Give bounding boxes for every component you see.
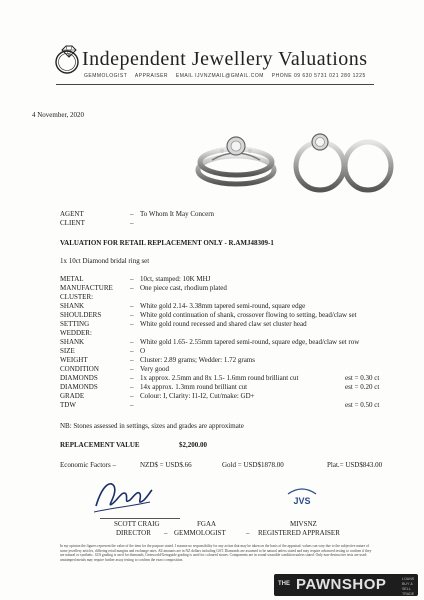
jvs-logo-icon [284,484,320,508]
detail-value: White gold 2.14- 3.38mm tapered semi-round, square edge [140,302,306,310]
economic-factors-label: Economic Factors – [60,461,116,469]
dash: – [130,320,134,328]
header-divider [56,84,374,85]
dash: – [130,347,134,355]
replacement-value-label: REPLACEMENT VALUE [60,441,140,449]
role-appraiser: APPRAISER [134,73,169,79]
detail-label: SHANK [60,302,85,310]
dash: – [130,401,134,409]
detail-label: WEDDER: [60,329,92,337]
detail-label: MANUFACTURE [60,284,113,292]
diamond-ring-logo-icon [52,44,84,76]
detail-value: White gold continuation of shank, crossover flowing to setting, bead/claw set [140,311,357,319]
role-gemmologist: GEMMOLOGIST [84,73,128,79]
dash: – [164,529,168,537]
valuation-title: VALUATION FOR RETAIL REPLACEMENT ONLY - R.AMJ48309-1 [60,239,274,247]
signatory-mivsnz: MIVSNZ [290,520,317,528]
dash: – [130,356,134,364]
detail-label: DIAMONDS [60,374,98,382]
detail-value: White gold round recessed and shared claw set cluster head [140,320,307,328]
platinum-price: Plat.= USD$843.00 [327,461,383,469]
dash: – [130,374,134,382]
document-date: 4 November, 2020 [32,111,85,119]
detail-label: SHOULDERS [60,311,102,319]
signature-line [100,518,180,519]
dash: – [130,383,134,391]
signatory-appraiser: REGISTERED APPRAISER [258,529,340,537]
signatory-role: DIRECTOR [116,529,151,537]
detail-value: White gold 1.65- 2.55mm tapered semi-round, square edge, bead/claw set row [140,338,360,346]
dash: – [130,392,134,400]
carat-estimate: est = 0.20 ct [345,383,380,391]
watermark-side-line: BUY & SELL [402,582,413,591]
ring-set-photo [192,120,400,200]
gold-price: Gold = USD$1878.00 [222,461,284,469]
detail-label: SIZE [60,347,75,355]
dash: – [130,365,134,373]
watermark-side-line: TRADE [402,592,415,596]
exchange-rate: NZD$ = USD$.66 [140,461,192,469]
detail-value: Cluster: 2.89 grams; Wedder: 1.72 grams [140,356,255,364]
detail-value: Colour: I, Clarity: I1-I2, Cut/make: GD+ [140,392,255,400]
detail-label: SHANK [60,338,85,346]
detail-value: Very good [140,365,169,373]
carat-estimate: est = 0.30 ct [345,374,380,382]
watermark-the: THE [278,581,290,587]
client-label: CLIENT [60,219,85,227]
detail-label: SETTING [60,320,90,328]
dash: – [246,529,250,537]
agent-value: To Whom It May Concern [140,210,215,218]
firm-email: EMAIL IJVNZMAIL@GMAIL.COM [175,73,264,79]
detail-label: METAL [60,275,84,283]
dash: – [130,284,134,292]
dash: – [130,338,134,346]
detail-value: 10ct, stamped: 10K MHJ [140,275,211,283]
signature [92,476,154,516]
detail-label: WEIGHT [60,356,88,364]
firm-name: Independent Jewellery Valuations [82,48,368,70]
agent-label: AGENT [60,210,84,218]
detail-label: CONDITION [60,365,99,373]
stones-note: NB: Stones assessed in settings, sizes and grades are approximate [60,422,244,430]
firm-contact-line [84,73,372,79]
detail-value: 1x approx. 2.5mm and 8x 1.5- 1.6mm round brilliant cut [140,374,299,382]
watermark-main: PAWNSHOP [296,576,387,593]
detail-label: TDW [60,401,76,409]
dash: – [130,210,134,218]
dash: – [130,302,134,310]
signatory-fgaa: FGAA [197,520,217,528]
jvs-logo-text: JVS [293,496,311,506]
dash: – [130,275,134,283]
disclaimer-footer: In my opinion the figures represent the value of the item for the purpose stated. I assume no responsibility for any action that may be taken on the basis of the appraisal: values can vary due to the subjective nature of some jewellery articles, differing retail margins and exchange rates. All amounts are in NZ dollars including GST. Diamonds are assumed to be natural unless stated and may require advanced testing to confirm if they are natural or synthetic. GIA grading is used for diamonds, Gemworld/Gemguide grading is used for coloured stones. Components are in sound wearable condition unless stated. Only non-destructive tests are used: unstamped metals may require further assay testing to confirm the exact composition. [60,544,372,562]
dash: – [130,219,134,227]
detail-label: GRADE [60,392,85,400]
watermark-side [402,577,418,596]
watermark-side-line: LOANS [402,577,415,581]
detail-label: CLUSTER: [60,293,94,301]
detail-value: O [140,347,146,355]
replacement-value: $2,200.00 [179,441,207,449]
carat-estimate: est = 0.50 ct [345,401,380,409]
pawnshop-watermark [274,574,418,596]
dash: – [130,311,134,319]
signatory-name: SCOTT CRAIG [114,520,160,528]
firm-phone: PHONE 09 630 5731 021 280 1225 [271,73,366,79]
detail-value: 14x approx. 1.3mm round brilliant cut [140,383,248,391]
signatory-gemmologist: GEMMOLOGIST [174,529,226,537]
item-description: 1x 10ct Diamond bridal ring set [60,257,150,265]
detail-label: DIAMONDS [60,383,98,391]
detail-value: One piece cast, rhodium plated [140,284,227,292]
